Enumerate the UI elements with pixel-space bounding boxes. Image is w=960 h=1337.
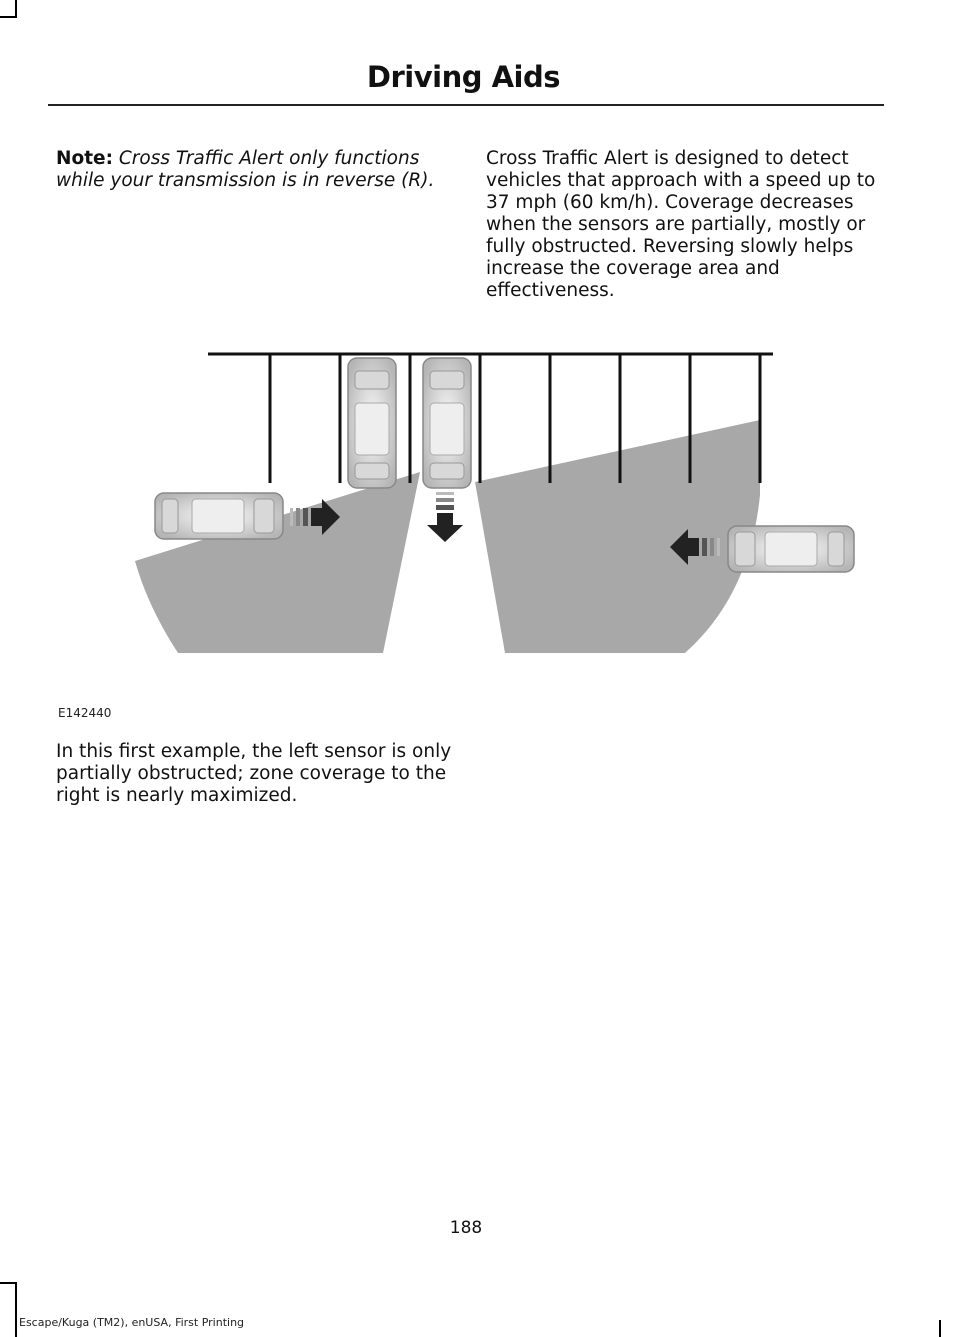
crop-mark	[939, 1320, 941, 1337]
page-title: Driving Aids	[366, 60, 560, 94]
crop-mark	[0, 16, 17, 18]
note-paragraph	[56, 148, 446, 192]
own-vehicle	[423, 358, 471, 488]
parked-car	[348, 358, 396, 488]
crop-mark	[0, 1282, 17, 1284]
header-rule	[48, 104, 884, 106]
crop-mark	[15, 1282, 17, 1337]
cross-traffic-alert-figure	[130, 345, 860, 675]
figure-code: E142440	[58, 706, 112, 720]
approaching-car-right	[728, 526, 854, 572]
body-paragraph-right: Cross Traffic Alert is designed to detect vehicles that approach with a speed up to 37 mph (60 km/h). Coverage decreases when the sensors are partially, mostly or fully obstructed. Reversing slowly helps increase the coverage area and effectiveness.	[486, 148, 876, 301]
reverse-arrow	[427, 492, 463, 542]
note-text: Cross Traffic Alert only functions while your transmission is in reverse (R).	[56, 148, 435, 191]
note-label: Note:	[56, 148, 113, 169]
approaching-car-left	[155, 493, 283, 539]
right-coverage-zone	[475, 420, 760, 653]
footer-text: Escape/Kuga (TM2), enUSA, First Printing	[19, 1316, 245, 1329]
body-paragraph-left: In this first example, the left sensor is only partially obstructed; zone coverage to the right is nearly maximized.	[56, 741, 452, 806]
page-number: 188	[449, 1218, 483, 1238]
